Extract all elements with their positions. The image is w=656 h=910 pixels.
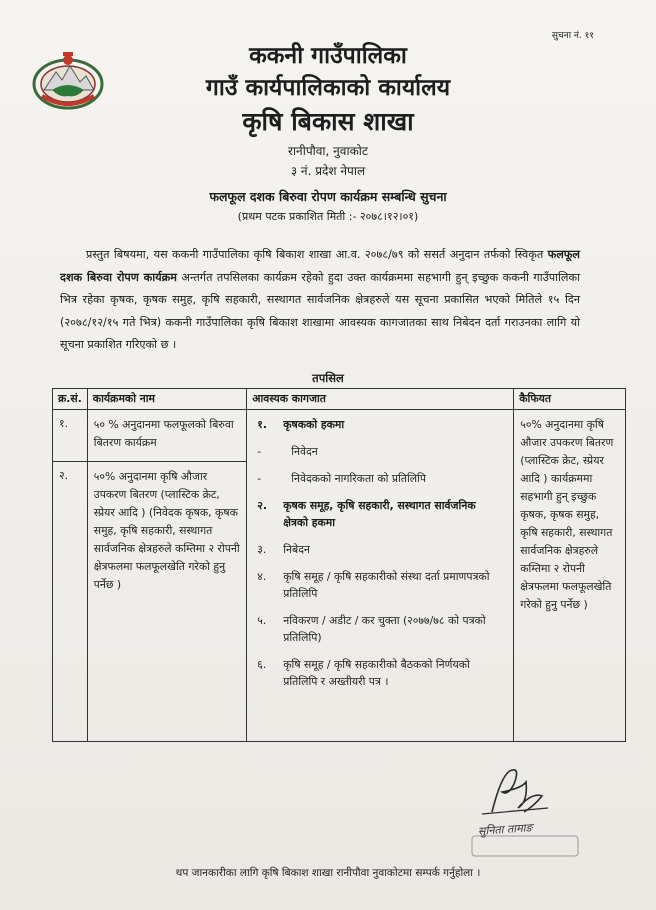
- document-text: कृषि समूह / कृषि सहकारीको बैठकको निर्णयको प्रतिलिपि र अख्तीयरी पत्र ।: [283, 658, 470, 688]
- notice-number: सुचना नं. ११: [551, 31, 594, 41]
- municipality-name: ककनी गाउँपालिका: [249, 43, 407, 69]
- details-table: [52, 388, 626, 742]
- row-program: ५० % अनुदानमा फलफूलको बिरुवा बितरण कार्यक्रम: [87, 410, 246, 462]
- header-docs: आवस्यक कागजात: [247, 389, 514, 410]
- required-documents: [247, 410, 514, 742]
- signature-icon: [462, 762, 562, 818]
- document-text: कृषक समूह, कृषि सहकारी, सस्थागत सार्वजनिक क्षेत्रको हकमा: [283, 499, 476, 529]
- body-part-1: प्रस्तुत बिषयमा, यस ककनी गाउँपालिका कृषि बिकाश शाखा आ.व. २०७८/७९ को ससर्त अनुदान तर्फको स्विकृत: [86, 248, 548, 261]
- header-sn: क्र.सं.: [53, 389, 88, 410]
- notice-subject: फलफूल दशक बिरुवा रोपण कार्यक्रम सम्बन्धि सुचना: [209, 189, 447, 204]
- document-text: निबेदन: [283, 543, 310, 556]
- office-stamp-icon: [470, 834, 580, 858]
- body-program-name: फलफूल दशक बिरुवा रोपण कार्यक्रम: [60, 248, 580, 284]
- table-caption: तपसिल: [312, 371, 344, 385]
- header-remarks: कैफियत: [514, 389, 626, 410]
- document-item: [257, 568, 503, 602]
- document-marker: -: [257, 472, 262, 485]
- body-part-2: अन्तर्गत तपसिलका कार्यक्रम रहेको हुदा उक्त कार्यक्रममा सहभागी हुन् इच्छुक ककनी गाउँपालिका भित्र रहेका कृषक, कृषक समुह, कृषि सहकारी, सस्थागत सार्वजनिक क्षेत्रहरुले यस सूचना प्रकासित भएको मितिले १५ दिन (२०७८/१२/१५ गते भित्र) ककनी गाउँपालिका कृषि बिकाश शाखामा आवस्यक कागजातका साथ निबेदन दर्ता गराउनका लागि यो सूचना प्रकाशित गरिएको छ ।: [60, 270, 580, 351]
- table-header-row: [53, 389, 626, 410]
- header-program: कार्यक्रमको नाम: [87, 389, 246, 410]
- remarks-cell: ५०% अनुदानमा कृषि औजार उपकरण बितरण (प्लास्टिक क्रेट, स्प्रेयर आदि ) कार्यक्रममा सहभागी हुन् इच्छुक कृषक, कृषक समुह, कृषि सहकारी, सस्थागत सार्वजनिक क्षेत्रहरुले कम्तिमा २ रोपनी क्षेत्रफलमा फलफूलखेति गरेको हुनु पर्नेछ ): [514, 410, 626, 742]
- notice-body: [60, 244, 580, 357]
- published-date: (प्रथम पटक प्रकाशित मिती :- २०७८।१२।०१): [237, 210, 419, 223]
- signatory-name: सुनिता तामाङ: [477, 821, 533, 838]
- row-sn: १.: [53, 410, 88, 462]
- document-item: [257, 416, 503, 433]
- document-marker: १.: [257, 418, 267, 431]
- document-item: [257, 497, 503, 531]
- table-row: [53, 410, 626, 462]
- document-marker: ३.: [257, 543, 267, 556]
- document-marker: ६.: [257, 658, 267, 671]
- document-marker: २.: [257, 499, 267, 512]
- document-marker: ५.: [257, 614, 267, 627]
- row-program: ५०% अनुदानमा कृषि औजार उपकरण बितरण (प्लास्टिक क्रेट, स्प्रेयर आदि ) (निवेदक कृषक, कृषक समुह, कृषि सहकारी, सस्थागत सार्वजनिक क्षेत्रहरुले कम्तिमा २ रोपनी क्षेत्रफलमा फलफूलखेति गरेको हुनु पर्नेछ ): [87, 462, 246, 742]
- province-line: ३ नं. प्रदेश नेपाल: [290, 164, 366, 178]
- document-marker: -: [257, 445, 262, 458]
- documents-list: [257, 416, 503, 690]
- document-text: कृषकको हकमा: [283, 418, 345, 431]
- document-item: [257, 612, 503, 646]
- footer-note: थप जानकारीका लागि कृषि बिकाश शाखा रानीपौवा नुवाकोटमा सम्पर्क गर्नुहोला ।: [175, 867, 481, 879]
- document-item: [257, 656, 503, 690]
- branch-name: कृषि बिकास शाखा: [242, 107, 414, 136]
- office-name: गाउँ कार्यपालिकाको कार्यालय: [205, 75, 451, 101]
- document-item: [257, 541, 503, 558]
- document-text: कृषि समूह / कृषि सहकारीको संस्था दर्ता प्रमाणपत्रको प्रतिलिपि: [283, 570, 490, 600]
- document-item: [257, 443, 503, 460]
- document-text: निवेदकको नागरिकता को प्रतिलिपि: [291, 472, 426, 485]
- document-text: निवेदन: [291, 445, 318, 458]
- document-text: नविकरण / अडीट / कर चुक्ता (२०७७/७८ को पत्रको प्रतिलिपि): [283, 614, 486, 644]
- document-item: [257, 470, 503, 487]
- row-sn: २.: [53, 462, 88, 742]
- document-marker: ४.: [257, 570, 267, 583]
- address-line: रानीपौवा, नुवाकोट: [288, 144, 368, 158]
